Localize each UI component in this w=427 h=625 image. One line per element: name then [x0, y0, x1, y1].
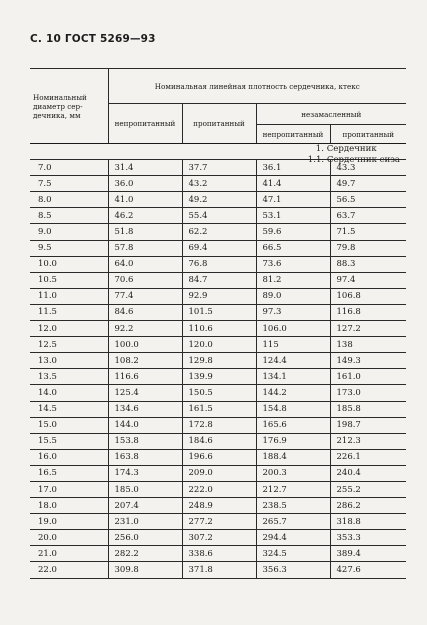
cell-non-oiled-non-impregnated: 144.2	[256, 385, 330, 401]
cell-non-oiled-non-impregnated: 176.9	[256, 433, 330, 449]
cell-impregnated: 101.5	[182, 304, 256, 320]
cell-impregnated: 307.2	[182, 530, 256, 546]
table-row	[30, 401, 406, 417]
table-row	[30, 288, 406, 304]
cell-diameter: 13.5	[30, 369, 108, 385]
cell-non-oiled-impregnated: 353.3	[330, 530, 406, 546]
cell-diameter: 7.5	[30, 176, 108, 192]
cell-non-impregnated: 153.8	[108, 433, 182, 449]
header-non-oiled-non-impregnated: непропитанный	[256, 125, 330, 144]
cell-non-oiled-impregnated: 286.2	[330, 498, 406, 514]
cell-diameter: 8.5	[30, 208, 108, 224]
cell-diameter: 7.0	[30, 160, 108, 176]
cell-non-oiled-impregnated: 79.8	[330, 240, 406, 256]
cell-non-oiled-non-impregnated: 124.4	[256, 353, 330, 369]
table-row	[30, 385, 406, 401]
cell-impregnated: 222.0	[182, 481, 256, 497]
cell-non-oiled-non-impregnated: 89.0	[256, 288, 330, 304]
cell-non-oiled-non-impregnated: 73.6	[256, 256, 330, 272]
cell-non-oiled-non-impregnated: 265.7	[256, 514, 330, 530]
cell-non-impregnated: 125.4	[108, 385, 182, 401]
table-row	[30, 433, 406, 449]
table-row	[30, 369, 406, 385]
cell-non-impregnated: 282.2	[108, 546, 182, 562]
cell-impregnated: 248.9	[182, 498, 256, 514]
table-body	[30, 144, 406, 579]
cell-non-oiled-non-impregnated: 41.4	[256, 176, 330, 192]
table-row	[30, 417, 406, 433]
table-row	[30, 256, 406, 272]
cell-non-impregnated: 144.0	[108, 417, 182, 433]
cell-impregnated: 139.9	[182, 369, 256, 385]
table-row	[30, 530, 406, 546]
header-non-oiled: незамасленный	[256, 104, 406, 125]
cell-non-oiled-impregnated: 318.8	[330, 514, 406, 530]
cell-diameter: 20.0	[30, 530, 108, 546]
cell-non-impregnated: 174.3	[108, 465, 182, 481]
cell-diameter: 15.0	[30, 417, 108, 433]
cell-diameter: 13.0	[30, 353, 108, 369]
cell-non-oiled-impregnated: 173.0	[330, 385, 406, 401]
cell-impregnated: 338.6	[182, 546, 256, 562]
cell-non-oiled-non-impregnated: 53.1	[256, 208, 330, 224]
cell-non-oiled-non-impregnated: 106.0	[256, 321, 330, 337]
cell-impregnated: 43.2	[182, 176, 256, 192]
page-header: С. 10 ГОСТ 5269—93	[30, 33, 156, 45]
cell-impregnated: 161.5	[182, 401, 256, 417]
cell-non-oiled-impregnated: 63.7	[330, 208, 406, 224]
cell-non-impregnated: 231.0	[108, 514, 182, 530]
cell-non-impregnated: 51.8	[108, 224, 182, 240]
section-row	[30, 144, 406, 160]
cell-non-oiled-impregnated: 389.4	[330, 546, 406, 562]
table-row	[30, 449, 406, 465]
cell-impregnated: 62.2	[182, 224, 256, 240]
cell-diameter: 10.0	[30, 256, 108, 272]
cell-impregnated: 120.0	[182, 337, 256, 353]
cell-non-oiled-impregnated: 185.8	[330, 401, 406, 417]
cell-non-oiled-impregnated: 212.3	[330, 433, 406, 449]
cell-impregnated: 55.4	[182, 208, 256, 224]
cell-non-oiled-non-impregnated: 134.1	[256, 369, 330, 385]
cell-impregnated: 184.6	[182, 433, 256, 449]
cell-diameter: 11.5	[30, 304, 108, 320]
table-row	[30, 353, 406, 369]
cell-non-oiled-non-impregnated: 115	[256, 337, 330, 353]
cell-diameter: 11.0	[30, 288, 108, 304]
cell-impregnated: 110.6	[182, 321, 256, 337]
cell-non-oiled-impregnated: 240.4	[330, 465, 406, 481]
cell-non-oiled-impregnated: 226.1	[330, 449, 406, 465]
cell-non-impregnated: 36.0	[108, 176, 182, 192]
cell-diameter: 14.5	[30, 401, 108, 417]
cell-non-oiled-non-impregnated: 66.5	[256, 240, 330, 256]
cell-non-impregnated: 256.0	[108, 530, 182, 546]
cell-impregnated: 277.2	[182, 514, 256, 530]
cell-non-oiled-impregnated: 427.6	[330, 562, 406, 578]
table-row	[30, 224, 406, 240]
table-row	[30, 240, 406, 256]
cell-non-oiled-non-impregnated: 238.5	[256, 498, 330, 514]
table-row	[30, 562, 406, 578]
cell-non-impregnated: 116.6	[108, 369, 182, 385]
table-row	[30, 192, 406, 208]
cell-non-oiled-non-impregnated: 97.3	[256, 304, 330, 320]
cell-non-oiled-impregnated: 198.7	[330, 417, 406, 433]
table-row	[30, 498, 406, 514]
cell-non-oiled-impregnated: 138	[330, 337, 406, 353]
cell-diameter: 9.5	[30, 240, 108, 256]
cell-non-oiled-impregnated: 149.3	[330, 353, 406, 369]
cell-non-impregnated: 46.2	[108, 208, 182, 224]
cell-non-impregnated: 309.8	[108, 562, 182, 578]
section-title: 1. Сердечник	[315, 144, 377, 154]
cell-non-oiled-impregnated: 255.2	[330, 481, 406, 497]
cell-non-oiled-impregnated: 49.7	[330, 176, 406, 192]
cell-diameter: 21.0	[30, 546, 108, 562]
cell-diameter: 10.5	[30, 272, 108, 288]
cell-diameter: 9.0	[30, 224, 108, 240]
cell-non-oiled-non-impregnated: 154.8	[256, 401, 330, 417]
cell-non-impregnated: 92.2	[108, 321, 182, 337]
cell-diameter: 8.0	[30, 192, 108, 208]
cell-non-impregnated: 84.6	[108, 304, 182, 320]
table-row	[30, 546, 406, 562]
cell-impregnated: 196.6	[182, 449, 256, 465]
cell-diameter: 14.0	[30, 385, 108, 401]
table-row	[30, 481, 406, 497]
cell-non-oiled-impregnated: 116.8	[330, 304, 406, 320]
cell-non-oiled-impregnated: 71.5	[330, 224, 406, 240]
cell-non-oiled-non-impregnated: 212.7	[256, 481, 330, 497]
cell-diameter: 12.0	[30, 321, 108, 337]
cell-impregnated: 49.2	[182, 192, 256, 208]
cell-non-oiled-non-impregnated: 294.4	[256, 530, 330, 546]
cell-non-oiled-non-impregnated: 188.4	[256, 449, 330, 465]
cell-non-oiled-non-impregnated: 324.5	[256, 546, 330, 562]
cell-non-impregnated: 185.0	[108, 481, 182, 497]
cell-non-oiled-impregnated: 88.3	[330, 256, 406, 272]
header-impregnated: пропитанный	[182, 104, 256, 144]
header-non-impregnated: непропитанный	[108, 104, 182, 144]
cell-non-impregnated: 163.8	[108, 449, 182, 465]
cell-non-impregnated: 57.8	[108, 240, 182, 256]
table-row	[30, 321, 406, 337]
table-row	[30, 337, 406, 353]
cell-diameter: 15.5	[30, 433, 108, 449]
cell-diameter: 22.0	[30, 562, 108, 578]
cell-impregnated: 76.8	[182, 256, 256, 272]
cell-diameter: 18.0	[30, 498, 108, 514]
table-row	[30, 176, 406, 192]
cell-impregnated: 371.8	[182, 562, 256, 578]
cell-non-oiled-impregnated: 97.4	[330, 272, 406, 288]
cell-non-impregnated: 70.6	[108, 272, 182, 288]
cell-non-impregnated: 31.4	[108, 160, 182, 176]
cell-non-oiled-impregnated: 127.2	[330, 321, 406, 337]
cell-non-oiled-non-impregnated: 81.2	[256, 272, 330, 288]
cell-diameter: 16.0	[30, 449, 108, 465]
cell-non-oiled-non-impregnated: 47.1	[256, 192, 330, 208]
cell-non-oiled-non-impregnated: 200.3	[256, 465, 330, 481]
section-subtitle: 1.1. Сердечник сиза	[307, 155, 401, 165]
cell-non-impregnated: 100.0	[108, 337, 182, 353]
cell-impregnated: 92.9	[182, 288, 256, 304]
cell-non-impregnated: 64.0	[108, 256, 182, 272]
table-row	[30, 465, 406, 481]
cell-impregnated: 37.7	[182, 160, 256, 176]
table-row	[30, 304, 406, 320]
header-density: Номинальная линейная плотность сердечника, ктекс	[108, 69, 406, 104]
cell-non-oiled-non-impregnated: 356.3	[256, 562, 330, 578]
cell-non-impregnated: 207.4	[108, 498, 182, 514]
cell-non-impregnated: 108.2	[108, 353, 182, 369]
cell-non-oiled-non-impregnated: 165.6	[256, 417, 330, 433]
section-heading	[308, 144, 400, 166]
table-row	[30, 208, 406, 224]
header-non-oiled-impregnated: пропитанный	[330, 125, 406, 144]
cell-non-oiled-impregnated: 43.3	[330, 160, 406, 176]
cell-non-oiled-impregnated: 161.0	[330, 369, 406, 385]
cell-non-oiled-impregnated: 106.8	[330, 288, 406, 304]
header-diameter: Номинальный диаметр сердечника, мм	[30, 69, 108, 144]
cell-diameter: 12.5	[30, 337, 108, 353]
cell-impregnated: 209.0	[182, 465, 256, 481]
cell-impregnated: 129.8	[182, 353, 256, 369]
cell-impregnated: 69.4	[182, 240, 256, 256]
cell-impregnated: 172.8	[182, 417, 256, 433]
cell-diameter: 17.0	[30, 481, 108, 497]
cell-impregnated: 84.7	[182, 272, 256, 288]
cell-diameter: 19.0	[30, 514, 108, 530]
cell-impregnated: 150.5	[182, 385, 256, 401]
cell-non-impregnated: 41.0	[108, 192, 182, 208]
table-row	[30, 514, 406, 530]
cell-non-impregnated: 134.6	[108, 401, 182, 417]
linear-density-table	[30, 68, 406, 579]
cell-non-oiled-non-impregnated: 36.1	[256, 160, 330, 176]
cell-diameter: 16.5	[30, 465, 108, 481]
table-row	[30, 272, 406, 288]
cell-non-impregnated: 77.4	[108, 288, 182, 304]
cell-non-oiled-impregnated: 56.5	[330, 192, 406, 208]
cell-non-oiled-non-impregnated: 59.6	[256, 224, 330, 240]
